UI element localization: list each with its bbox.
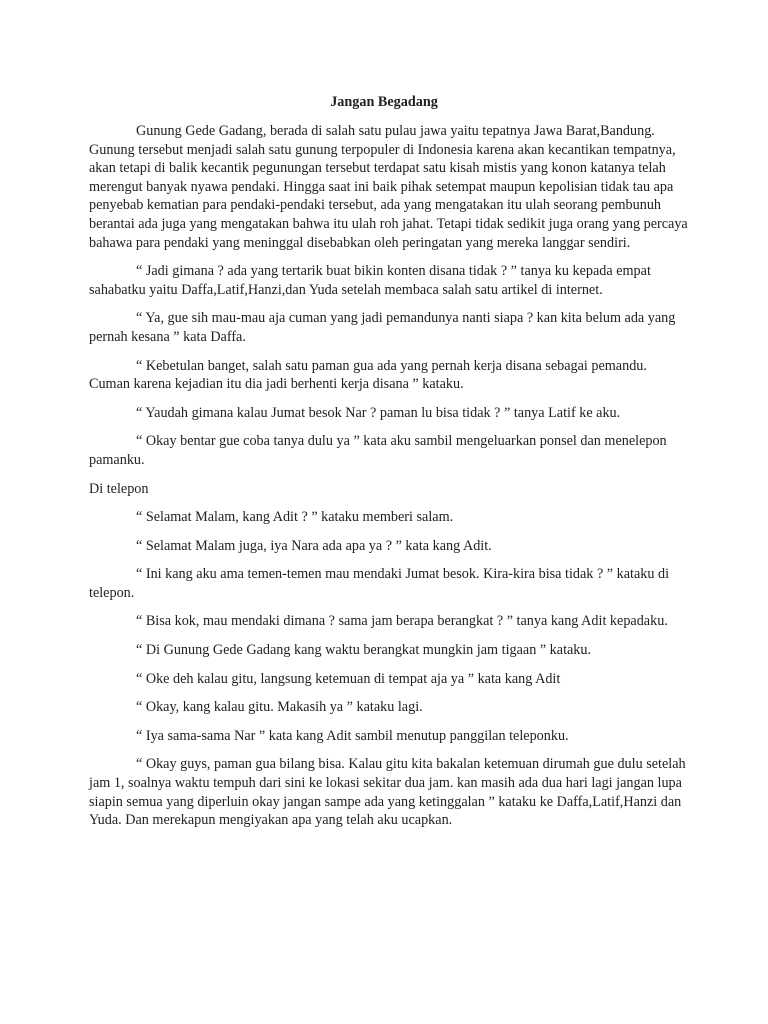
paragraph: “ Ya, gue sih mau-mau aja cuman yang jadi pemandunya nanti siapa ? kan kita belum ada yang pernah kesana ” kata Daffa. bbox=[89, 310, 676, 345]
paragraph: “ Oke deh kalau gitu, langsung ketemuan di tempat aja ya ” kata kang Adit bbox=[136, 670, 561, 687]
paragraph: Gunung Gede Gadang, berada di salah satu pulau jawa yaitu tepatnya Jawa Barat,Bandung. Gunung tersebut menjadi salah satu gunung terpopuler di Indonesia karena akan kecantikan tempatnya, akan tetapi di balik kecantik pegunungan tersebut terdapat satu kisah mistis yang konon katanya telah merengut banyak nyawa pendaki. Hingga saat ini baik pihak setempat maupun kepolisian tidak tau apa penyebab kematian para pendaki-pendaki tersebut, ada yang mengatakan itu ulah seorang pembunuh berantai ada juga yang mengatakan bahwa itu ulah roh jahat. Tetapi tidak sedikit juga orang yang percaya bahawa para pendaki yang meninggal disebabkan oleh peringatan yang mereka langgar sendiri. bbox=[89, 123, 688, 251]
paragraph: “ Selamat Malam juga, iya Nara ada apa ya ? ” kata kang Adit. bbox=[136, 537, 492, 554]
paragraph: “ Ini kang aku ama temen-temen mau mendaki Jumat besok. Kira-kira bisa tidak ? ” kataku di telepon. bbox=[89, 566, 670, 601]
document-title: Jangan Begadang bbox=[330, 94, 438, 110]
paragraph: “ Okay, kang kalau gitu. Makasih ya ” kataku lagi. bbox=[136, 699, 423, 716]
paragraph: “ Di Gunung Gede Gadang kang waktu berangkat mungkin jam tigaan ” kataku. bbox=[136, 642, 592, 659]
paragraph: “ Jadi gimana ? ada yang tertarik buat bikin konten disana tidak ? ” tanya ku kepada empat sahabatku yaitu Daffa,Latif,Hanzi,dan Yuda setelah membaca salah satu artikel di internet. bbox=[89, 263, 651, 298]
paragraph: “ Iya sama-sama Nar ” kata kang Adit sambil menutup panggilan teleponku. bbox=[136, 727, 569, 744]
document-body bbox=[89, 122, 689, 840]
paragraph: “ Okay bentar gue coba tanya dulu ya ” kata aku sambil mengeluarkan ponsel dan menelepon pamanku. bbox=[89, 433, 667, 468]
paragraph: “ Yaudah gimana kalau Jumat besok Nar ? paman lu bisa tidak ? ” tanya Latif ke aku. bbox=[136, 404, 621, 421]
paragraph: “ Kebetulan banget, salah satu paman gua ada yang pernah kerja disana sebagai pemandu. Cuman karena kejadian itu dia jadi berhenti kerja disana ” kataku. bbox=[89, 357, 647, 393]
paragraph: “ Selamat Malam, kang Adit ? ” kataku memberi salam. bbox=[136, 509, 454, 526]
paragraph: “ Okay guys, paman gua bilang bisa. Kalau gitu kita bakalan ketemuan dirumah gue dulu setelah jam 1, soalnya waktu tempuh dari sini ke lokasi sekitar dua jam. kan masih ada dua hari lagi jangan lupa siapin semua yang diperluin okay jangan sampe ada yang ketinggalan ” kataku ke Daffa,Latif,Hanzi dan Yuda. Dan merekapun mengiyakan apa yang telah aku ucapkan. bbox=[89, 756, 686, 829]
section-label: Di telepon bbox=[89, 480, 149, 497]
paragraph: “ Bisa kok, mau mendaki dimana ? sama jam berapa berangkat ? ” tanya kang Adit kepadaku. bbox=[136, 613, 668, 630]
